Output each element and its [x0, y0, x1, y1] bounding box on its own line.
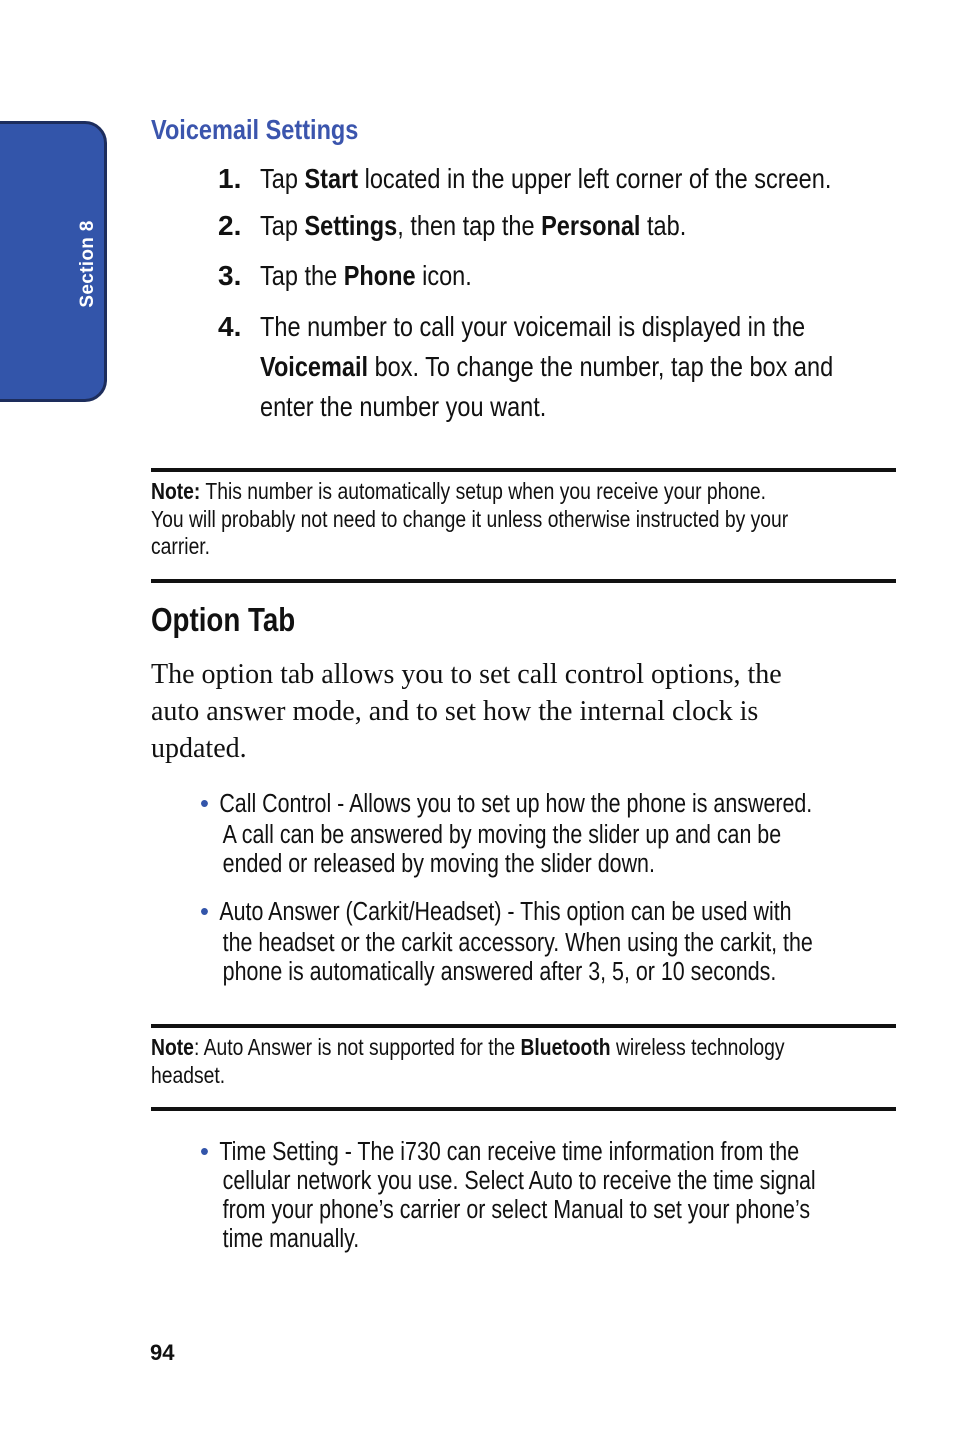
- bullet-dot-icon: •: [200, 790, 209, 818]
- page-number: 94: [150, 1340, 175, 1365]
- voicemail-heading: Voicemail Settings: [151, 114, 359, 145]
- bullet-dot-icon: •: [200, 898, 209, 926]
- option-tab-body: The option tab allows you to set call control options, the auto answer mode, and to set how the internal clock is updated.: [151, 659, 782, 764]
- bullet-time-setting: • Time Setting - The i730 can receive time information from the cellular network you use. Select Auto to receive the time signal from your phone’s carrier or select Manual to set your phone’s time manually.: [200, 1138, 816, 1253]
- note2-rule-bottom: [151, 1107, 896, 1111]
- option-tab-heading: Option Tab: [151, 601, 296, 638]
- section-tab-label: Section 8: [77, 220, 98, 308]
- bullet-call-control: • Call Control - Allows you to set up how the phone is answered. A call can be answered by moving the slider up and can be ended or released by moving the slider down.: [200, 790, 813, 878]
- bullet-dot-icon: •: [200, 1138, 209, 1166]
- note-rule-bottom: [151, 579, 896, 583]
- note2-rule-top: [151, 1024, 896, 1028]
- note-voicemail: Note: This number is automatically setup when you receive your phone. You will probably not need to change it unless otherwise instructed by your carrier.: [151, 478, 789, 559]
- note-rule-top: [151, 468, 896, 472]
- note-auto-answer: Note: Auto Answer is not supported for the Bluetooth wireless technology headset.: [151, 1034, 785, 1088]
- bullet-auto-answer: • Auto Answer (Carkit/Headset) - This option can be used with the headset or the carkit accessory. When using the carkit, the phone is automatically answered after 3, 5, or 10 seconds.: [200, 898, 813, 986]
